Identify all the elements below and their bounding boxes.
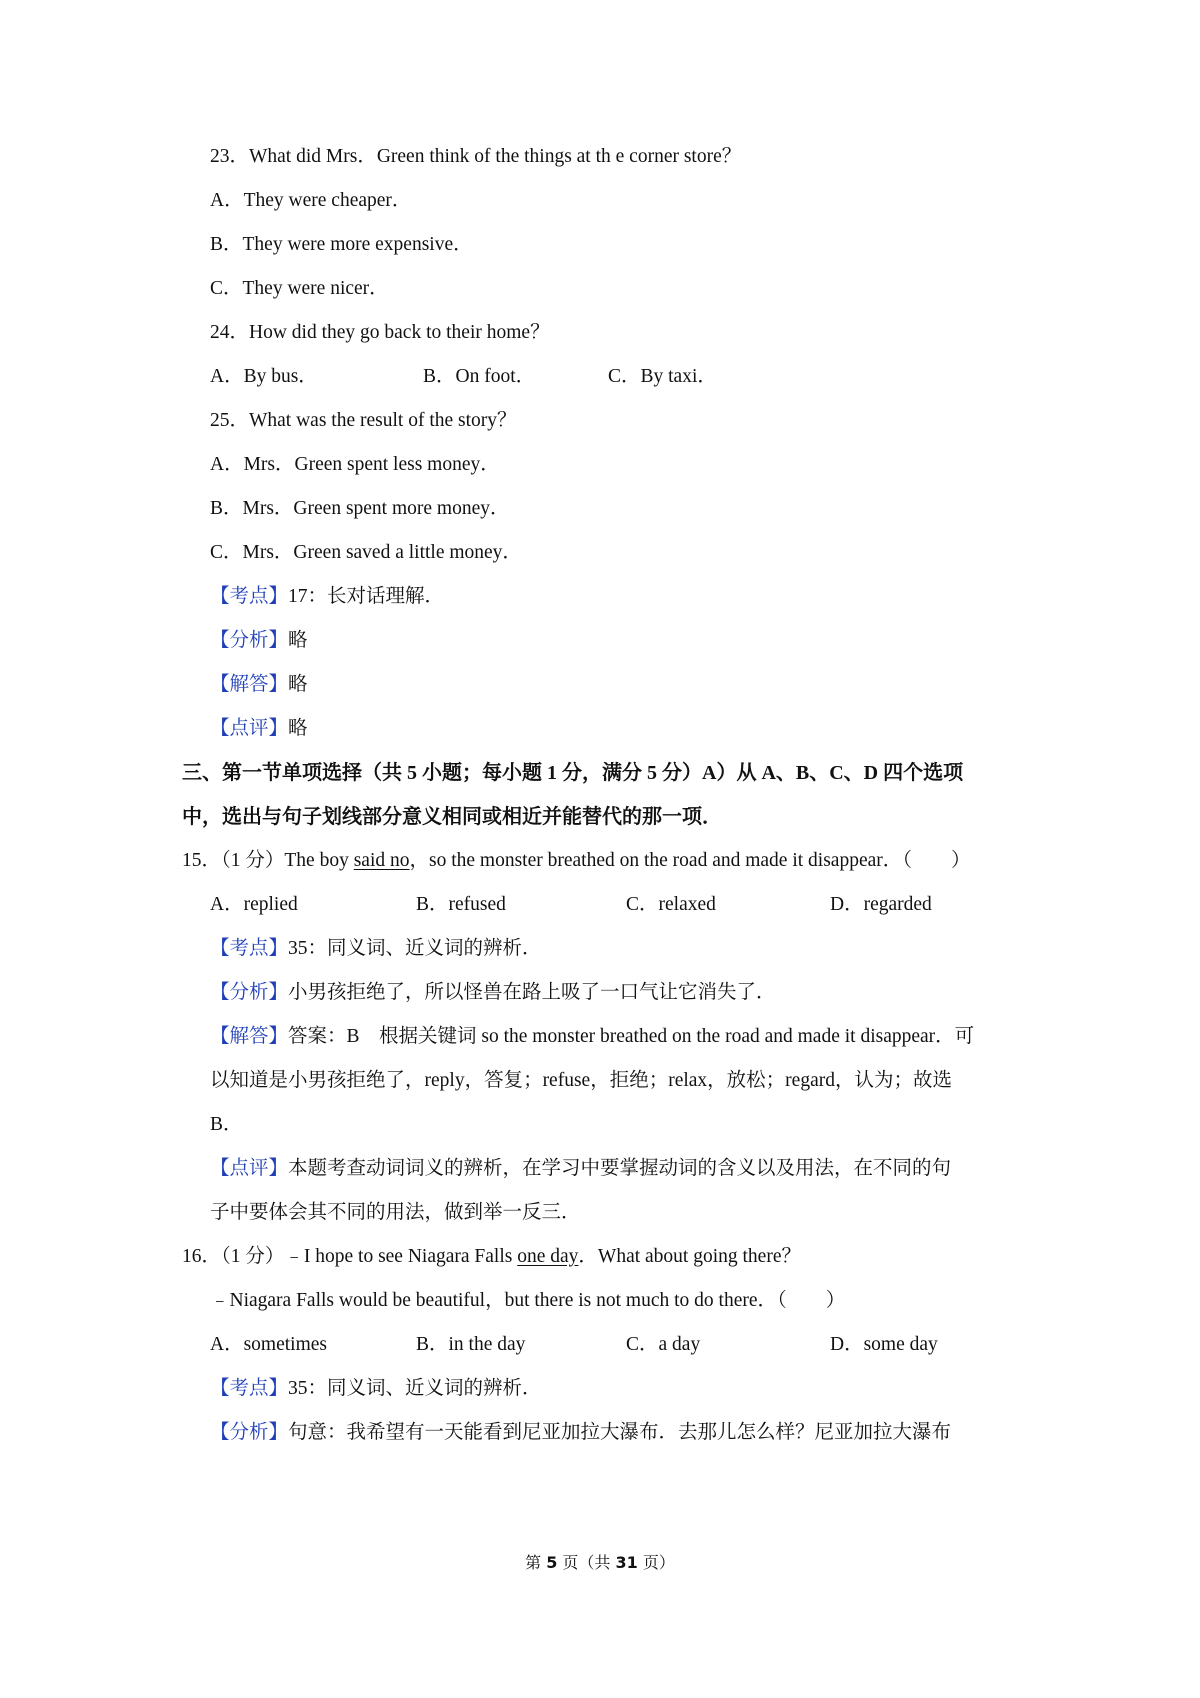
q15-options-row	[210, 892, 1010, 918]
total-pages: 31	[615, 1553, 638, 1572]
q15-option-a: A．replied	[210, 894, 298, 915]
dianping-line	[210, 716, 308, 742]
question-16: 16．（1 分）﹣I hope to see Niagara Falls one day．What about going there？	[182, 1246, 801, 1267]
q16-options-row	[210, 1332, 1010, 1358]
kaodian-tag: 【考点】	[210, 586, 289, 607]
q15-fenxi-line: 【分析】小男孩拒绝了，所以怪兽在路上吸了一口气让它消失了．	[210, 982, 776, 1003]
fenxi-text: 略	[288, 630, 308, 651]
underlined-phrase: one day	[517, 1246, 579, 1267]
q24-option-c: C．By taxi．	[608, 366, 717, 387]
dianping-tag: 【点评】	[210, 718, 289, 739]
q15-jieda-line-3: B．	[210, 1114, 243, 1135]
question-24: 24．How did they go back to their home？	[210, 322, 550, 343]
dianping-text: 略	[288, 718, 308, 739]
q25-option-a: A．Mrs．Green spent less money．	[210, 454, 500, 475]
page-footer: 第 5 页（共 31 页）	[525, 1553, 675, 1572]
fenxi-line	[210, 628, 308, 654]
q16-fenxi-line: 【分析】句意：我希望有一天能看到尼亚加拉大瀑布．去那儿怎么样？尼亚加拉大瀑布	[210, 1422, 952, 1443]
q16-option-b: B．in the day	[416, 1334, 526, 1355]
q23-option-b: B．They were more expensive．	[210, 234, 473, 255]
kaodian-line	[210, 584, 444, 610]
q15-dianping-line-1: 【点评】本题考查动词词义的辨析，在学习中要掌握动词的含义以及用法，在不同的句	[210, 1158, 952, 1179]
question-23: 23．What did Mrs．Green think of the things at th e corner store？	[210, 146, 742, 167]
q24-option-a: A．By bus．	[210, 366, 318, 387]
q24-option-b: B．On foot．	[423, 366, 536, 387]
jieda-text: 略	[288, 674, 308, 695]
q25-option-c: C．Mrs．Green saved a little money．	[210, 542, 522, 563]
question-15: 15．（1 分）The boy said no，so the monster breathed on the road and made it disappear．（ ）	[182, 850, 971, 871]
jieda-line	[210, 672, 308, 698]
q24-options-row	[210, 364, 1010, 390]
section-heading-line-2: 中，选出与句子划线部分意义相同或相近并能替代的那一项．	[182, 806, 722, 828]
q16-option-d: D．some day	[830, 1334, 938, 1355]
jieda-tag: 【解答】	[210, 674, 289, 695]
q15-jieda-line-2: 以知道是小男孩拒绝了，reply，答复；refuse，拒绝；relax，放松；regard，认为；故选	[210, 1070, 952, 1091]
page-number: 5	[546, 1553, 558, 1572]
kaodian-text: 17：长对话理解．	[288, 586, 445, 607]
q15-kaodian-line: 【考点】35：同义词、近义词的辨析．	[210, 938, 542, 959]
underlined-phrase: said no	[353, 850, 410, 871]
q16-option-c: C．a day	[626, 1334, 701, 1355]
q16-dialogue-line-2: ﹣Niagara Falls would be beautiful，but there is not much to do there．（ ）	[210, 1290, 846, 1311]
q15-option-d: D．regarded	[830, 894, 932, 915]
q23-option-a: A．They were cheaper．	[210, 190, 412, 211]
q23-option-c: C．They were nicer．	[210, 278, 389, 299]
q15-option-b: B．refused	[416, 894, 506, 915]
fenxi-tag: 【分析】	[210, 630, 289, 651]
q16-option-a: A．sometimes	[210, 1334, 327, 1355]
q15-dianping-line-2: 子中要体会其不同的用法，做到举一反三．	[210, 1202, 581, 1223]
q15-jieda-line-1: 【解答】答案：B 根据关键词 so the monster breathed on the road and made it disappear．可	[210, 1026, 975, 1047]
question-25: 25．What was the result of the story？	[210, 410, 517, 431]
q15-option-c: C．relaxed	[626, 894, 716, 915]
q25-option-b: B．Mrs．Green spent more money．	[210, 498, 510, 519]
section-heading-line-1: 三、第一节单项选择（共 5 小题；每小题 1 分，满分 5 分）A）从 A、B、C、D 四个选项	[182, 762, 964, 784]
q16-kaodian-line: 【考点】35：同义词、近义词的辨析．	[210, 1378, 542, 1399]
